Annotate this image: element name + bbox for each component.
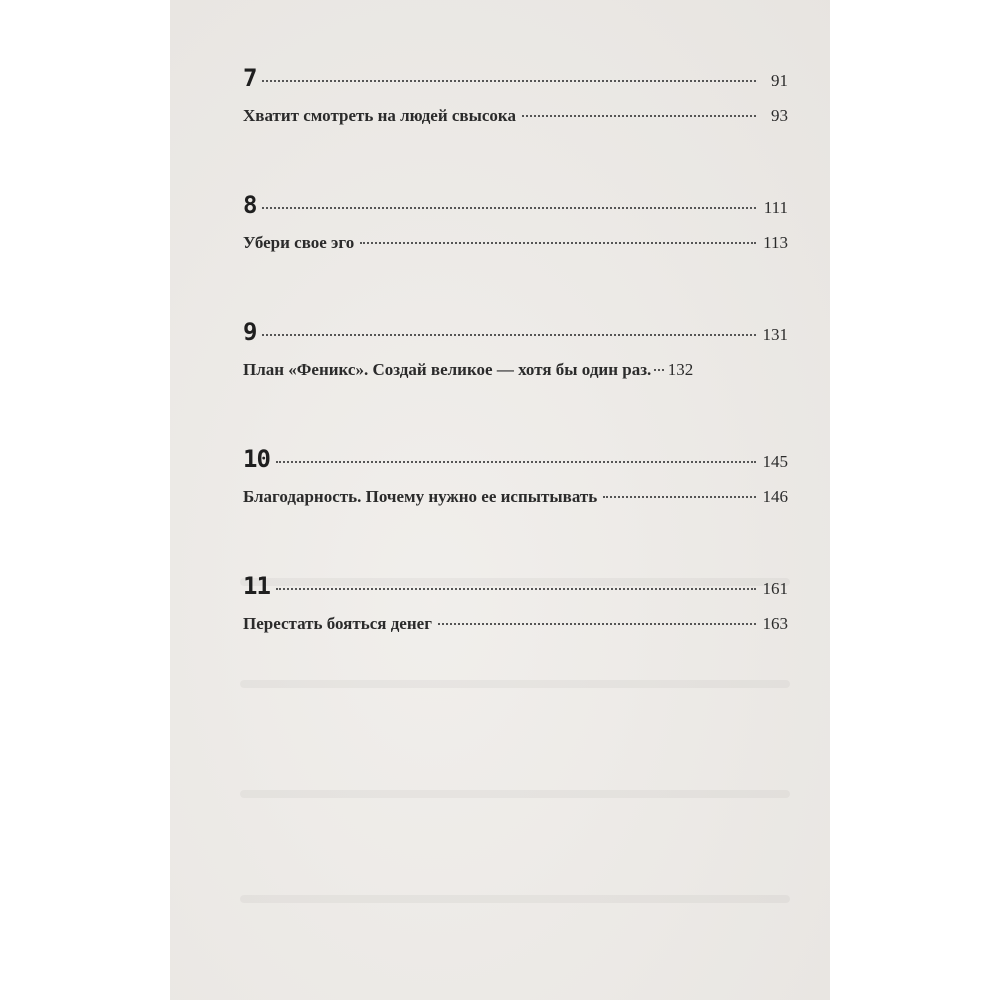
dot-leader — [654, 369, 664, 371]
toc-section — [243, 445, 788, 521]
chapter-number: 8 — [243, 191, 257, 219]
chapter-row — [243, 64, 788, 98]
table-of-contents — [243, 64, 788, 699]
toc-section — [243, 318, 788, 394]
chapter-title: Благодарность. Почему нужно ее испытывать — [243, 487, 598, 506]
chapter-number: 11 — [243, 572, 270, 600]
chapter-number: 7 — [243, 64, 257, 92]
toc-section — [243, 191, 788, 267]
title-page-number: 113 — [763, 233, 788, 252]
dot-leader — [276, 461, 756, 463]
chapter-page-number: 145 — [762, 452, 788, 471]
chapter-page-number: 131 — [762, 325, 788, 344]
dot-leader — [276, 588, 756, 590]
title-page-number: 93 — [771, 106, 788, 125]
dot-leader — [262, 207, 756, 209]
dot-leader — [603, 496, 756, 498]
chapter-number: 10 — [243, 445, 270, 473]
title-page-number: 146 — [762, 487, 788, 506]
chapter-title-row — [243, 487, 788, 521]
toc-section — [243, 64, 788, 140]
dot-leader — [522, 115, 756, 117]
chapter-title: Убери свое эго — [243, 233, 355, 252]
chapter-title: План «Феникс». Создай великое — хотя бы один раз. — [243, 360, 652, 379]
chapter-page-number: 91 — [771, 71, 788, 90]
book-page — [170, 0, 830, 1000]
chapter-page-number: 161 — [762, 579, 788, 598]
chapter-title-row — [243, 614, 788, 648]
chapter-title-row — [243, 360, 788, 394]
show-through-line — [240, 895, 790, 903]
chapter-number: 9 — [243, 318, 257, 346]
toc-section — [243, 572, 788, 648]
chapter-title-row — [243, 233, 788, 267]
dot-leader — [360, 242, 756, 244]
title-page-number: 163 — [762, 614, 788, 633]
title-page-number: 132 — [667, 360, 694, 379]
chapter-row — [243, 318, 788, 352]
dot-leader — [262, 334, 756, 336]
chapter-row — [243, 445, 788, 479]
chapter-title: Хватит смотреть на людей свысока — [243, 106, 516, 125]
chapter-title: Перестать бояться денег — [243, 614, 432, 633]
chapter-row — [243, 191, 788, 225]
chapter-row — [243, 572, 788, 606]
chapter-page-number: 111 — [763, 198, 788, 217]
dot-leader — [438, 623, 756, 625]
show-through-line — [240, 790, 790, 798]
dot-leader — [262, 80, 756, 82]
chapter-title-row — [243, 106, 788, 140]
